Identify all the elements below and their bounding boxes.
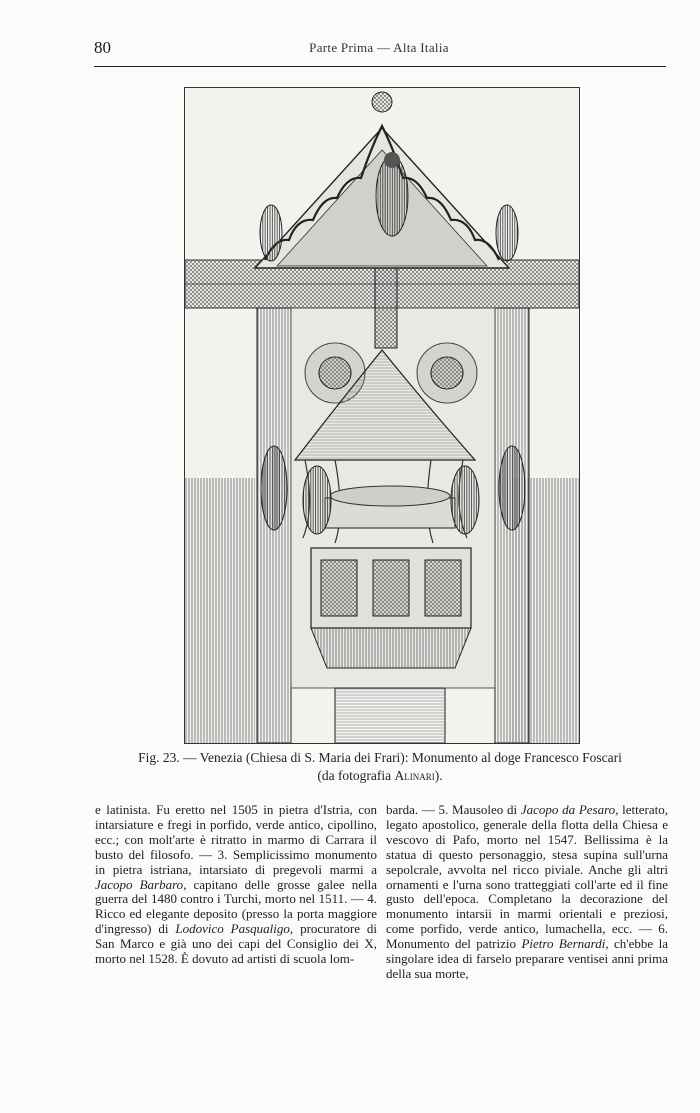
page-number: 80	[94, 38, 111, 57]
page-header	[94, 38, 664, 60]
header-rule	[94, 66, 666, 67]
right-text-1: barda. — 5. Mausoleo di	[386, 802, 521, 817]
right-paragraph	[386, 803, 668, 982]
caption-line-2	[100, 767, 660, 785]
italic-name-pesaro: Jacopo da Pesaro	[520, 802, 616, 817]
left-text-column	[95, 803, 377, 967]
photographer-credit: Alinari	[394, 768, 435, 783]
right-text-2: , letterato, legato apostolico, generale della flotta della Chiesa e vescovo di Pafo, morto nel 1547. Bellissima è la statua di questo personaggio, stesa supina sull'urna sepolcrale, avvolta nel ricco piviale. Anche gli altri ornamenti e l'urna sono tratteggiati coll'arte ed il fine gusto dell'epoca. Completano la decorazione del monumento intarsii in marmi orientali e preziosi, come porfido, verde antico, lumachella, ecc. — 6. Monumento del patrizio	[386, 802, 668, 952]
engraving-figure	[184, 87, 580, 744]
foscari-monument-engraving	[185, 88, 579, 743]
left-text-1: e latinista. Fu eretto nel 1505 in pietra d'Istria, con intarsiature e fregi in porfido, verde antico, cipollino, ecc.; con molt'arte è ritratto in marmo di Carrara il busto del filosofo. — 3. Semplicissimo monumento in pietra istriana, intarsiato di pregevoli marmi a	[95, 802, 377, 877]
left-text-3: , procuratore di San Marco e già uno dei capi del Consiglio dei X, morto nel 1528. È dovuto ad artisti di scuola lom-	[95, 921, 377, 967]
caption-source-suffix: ).	[434, 768, 443, 783]
italic-name-barbaro: Jacopo Barbaro	[95, 876, 184, 892]
caption-source-prefix: (da fotografia	[317, 768, 395, 783]
italic-name-bernardi: Pietro Bernardi	[521, 936, 606, 952]
running-head: Parte Prima — Alta Italia	[309, 40, 449, 55]
caption-line-1: Fig. 23. — Venezia (Chiesa di S. Maria dei Frari): Monumento al doge Francesco Foscari	[138, 750, 622, 765]
right-text-3: , ch'ebbe la singolare idea di farselo preparare ventisei anni prima della sua morte,	[386, 936, 668, 981]
left-paragraph	[95, 803, 377, 967]
left-text-2: , capitano delle grosse galee nella guerra del 1480 contro i Turchi, morto nel 1511. — 4. Ricco ed elegante deposito (presso la porta maggiore d'ingresso) di	[95, 876, 377, 937]
figure-caption	[100, 749, 660, 785]
italic-name-pasqualigo: Lodovico Pasqualigo	[175, 921, 290, 937]
right-text-column	[386, 803, 668, 982]
